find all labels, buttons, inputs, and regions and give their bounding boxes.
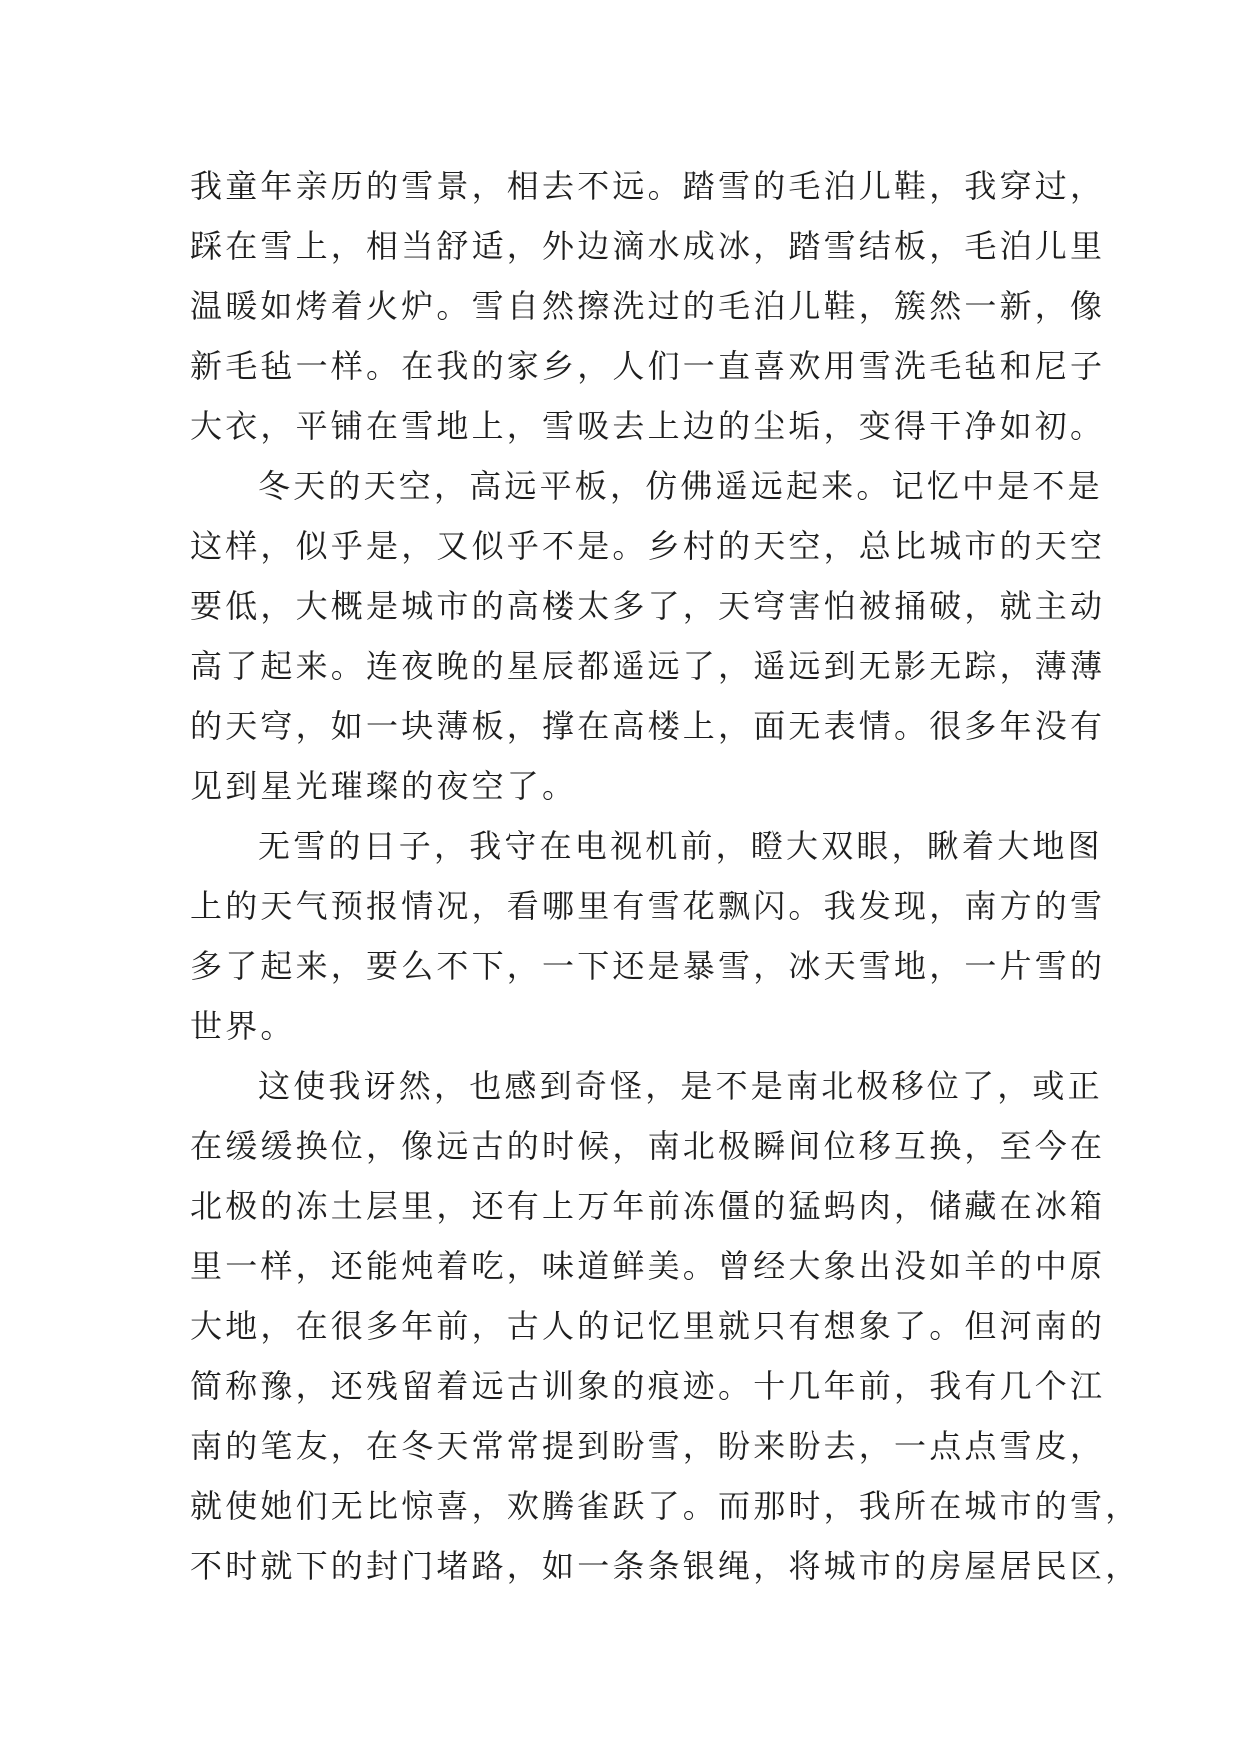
text-line: 大衣，平铺在雪地上，雪吸去上边的尘垢，变得干净如初。 bbox=[190, 407, 1106, 445]
text-line: 大地，在很多年前，古人的记忆里就只有想象了。但河南的 bbox=[190, 1307, 1106, 1345]
text-line: 世界。 bbox=[190, 1007, 296, 1045]
text-line: 南的笔友，在冬天常常提到盼雪，盼来盼去，一点点雪皮， bbox=[190, 1427, 1106, 1465]
text-line: 温暖如烤着火炉。雪自然擦洗过的毛泊儿鞋，簇然一新，像 bbox=[190, 287, 1106, 325]
text-line: 在缓缓换位，像远古的时候，南北极瞬间位移互换，至今在 bbox=[190, 1127, 1106, 1165]
text-line: 这样，似乎是，又似乎不是。乡村的天空，总比城市的天空 bbox=[190, 527, 1106, 565]
text-line: 简称豫，还残留着远古训象的痕迹。十几年前，我有几个江 bbox=[190, 1367, 1106, 1405]
text-line: 上的天气预报情况，看哪里有雪花飘闪。我发现，南方的雪 bbox=[190, 887, 1106, 925]
text-line: 北极的冻土层里，还有上万年前冻僵的猛蚂肉，储藏在冰箱 bbox=[190, 1187, 1106, 1225]
text-line: 新毛毡一样。在我的家乡，人们一直喜欢用雪洗毛毡和尼子 bbox=[190, 347, 1106, 385]
text-line: 不时就下的封门堵路，如一条条银绳，将城市的房屋居民区， bbox=[190, 1547, 1141, 1585]
text-line: 踩在雪上，相当舒适，外边滴水成冰，踏雪结板，毛泊儿里 bbox=[190, 227, 1106, 265]
text-line: 里一样，还能炖着吃，味道鲜美。曾经大象出没如羊的中原 bbox=[190, 1247, 1106, 1285]
text-line: 多了起来，要么不下，一下还是暴雪，冰天雪地，一片雪的 bbox=[190, 947, 1106, 985]
text-line: 我童年亲历的雪景，相去不远。踏雪的毛泊儿鞋，我穿过， bbox=[190, 167, 1106, 205]
body-text bbox=[190, 156, 1141, 1596]
paragraph-first-line: 冬天的天空，高远平板，仿佛遥远起来。记忆中是不是 bbox=[258, 467, 1103, 505]
paragraph-first-line: 这使我讶然，也感到奇怪，是不是南北极移位了，或正 bbox=[258, 1067, 1103, 1105]
text-line: 就使她们无比惊喜，欢腾雀跃了。而那时，我所在城市的雪， bbox=[190, 1487, 1141, 1525]
text-line: 见到星光璀璨的夜空了。 bbox=[190, 767, 578, 805]
text-line: 要低，大概是城市的高楼太多了，天穹害怕被捅破，就主动 bbox=[190, 587, 1106, 625]
text-line: 的天穹，如一块薄板，撑在高楼上，面无表情。很多年没有 bbox=[190, 707, 1106, 745]
paragraph-first-line: 无雪的日子，我守在电视机前，瞪大双眼，瞅着大地图 bbox=[258, 827, 1103, 865]
text-line: 高了起来。连夜晚的星辰都遥远了，遥远到无影无踪，薄薄 bbox=[190, 647, 1106, 685]
